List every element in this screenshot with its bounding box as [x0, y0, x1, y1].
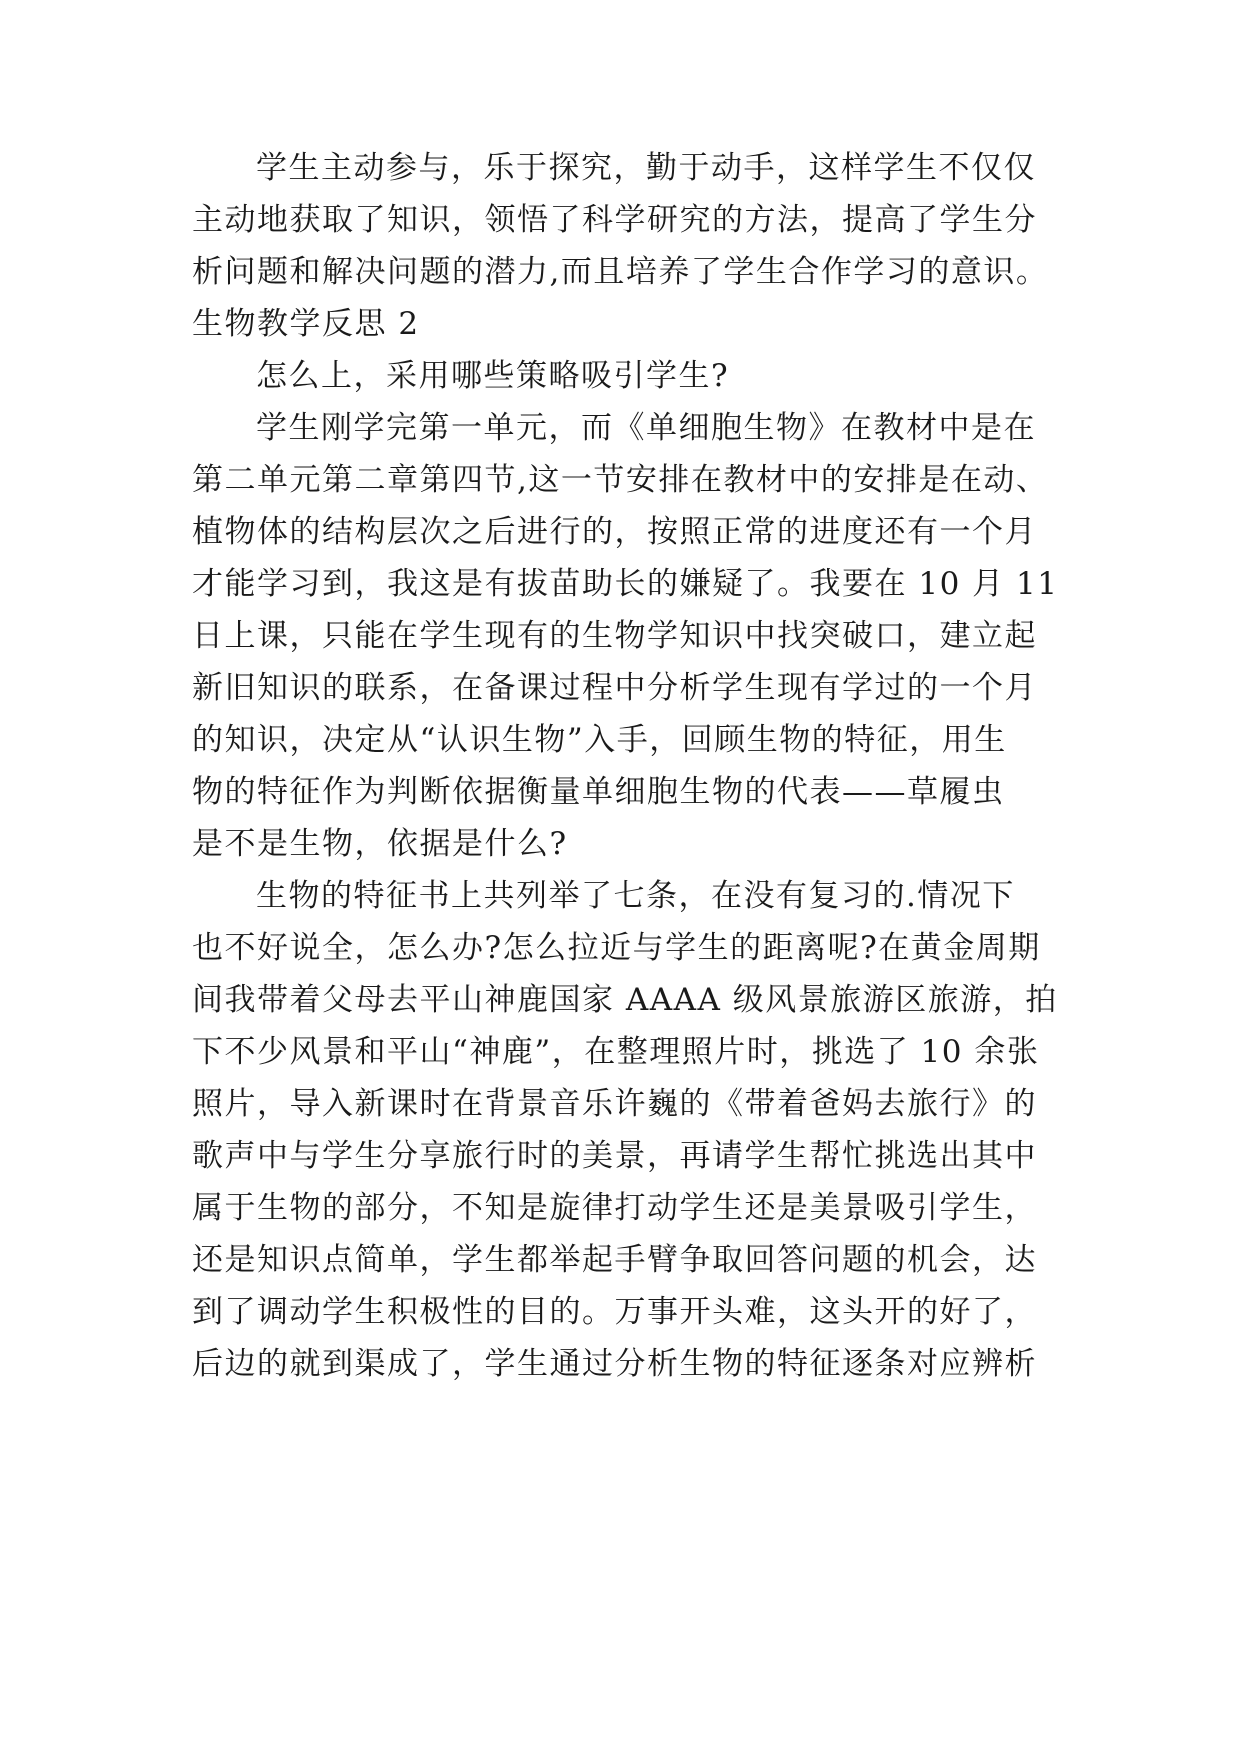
paragraph-line: 到了调动学生积极性的目的。万事开头难，这头开的好了， [192, 1294, 1037, 1330]
paragraph-line: 怎么上，采用哪些策略吸引学生? [256, 358, 730, 394]
paragraph-line: 后边的就到渠成了，学生通过分析生物的特征逐条对应辨析 [192, 1346, 1037, 1382]
paragraph-line: 学生主动参与，乐于探究，勤于动手，这样学生不仅仅 [256, 150, 1036, 186]
paragraph-line: 物的特征作为判断依据衡量单细胞生物的代表——草履虫 [192, 774, 1005, 810]
paragraph-line: 新旧知识的联系，在备课过程中分析学生现有学过的一个月 [192, 670, 1037, 706]
paragraph-line: 下不少风景和平山“神鹿”，在整理照片时，挑选了 10 余张 [192, 1034, 1040, 1070]
paragraph-line: 日上课，只能在学生现有的生物学知识中找突破口，建立起 [192, 618, 1037, 654]
paragraph-line: 主动地获取了知识，领悟了科学研究的方法，提高了学生分 [192, 202, 1037, 238]
paragraph-line: 才能学习到，我这是有拔苗助长的嫌疑了。我要在 10 月 11 [192, 566, 1059, 602]
paragraph-line: 照片，导入新课时在背景音乐许巍的《带着爸妈去旅行》的 [192, 1086, 1037, 1122]
paragraph-line: 析问题和解决问题的潜力,而且培养了学生合作学习的意识。 [192, 254, 1049, 290]
paragraph-line: 学生刚学完第一单元，而《单细胞生物》在教材中是在 [256, 410, 1036, 446]
paragraph-line: 属于生物的部分，不知是旋律打动学生还是美景吸引学生， [192, 1190, 1037, 1226]
paragraph-line: 的知识，决定从“认识生物”入手，回顾生物的特征，用生 [192, 722, 1007, 758]
paragraph-line: 植物体的结构层次之后进行的，按照正常的进度还有一个月 [192, 514, 1037, 550]
paragraph-line: 还是知识点简单，学生都举起手臂争取回答问题的机会，达 [192, 1242, 1037, 1278]
paragraph-line: 歌声中与学生分享旅行时的美景，再请学生帮忙挑选出其中 [192, 1138, 1037, 1174]
section-heading: 生物教学反思 2 [192, 306, 420, 342]
paragraph-line: 间我带着父母去平山神鹿国家 AAAA 级风景旅游区旅游，拍 [192, 982, 1058, 1018]
paragraph-line: 生物的特征书上共列举了七条，在没有复习的.情况下 [256, 878, 1015, 914]
paragraph-line: 是不是生物，依据是什么? [192, 826, 568, 862]
paragraph-line: 第二单元第二章第四节,这一节安排在教材中的安排是在动、 [192, 462, 1049, 498]
paragraph-line: 也不好说全，怎么办?怎么拉近与学生的距离呢?在黄金周期 [192, 930, 1041, 966]
